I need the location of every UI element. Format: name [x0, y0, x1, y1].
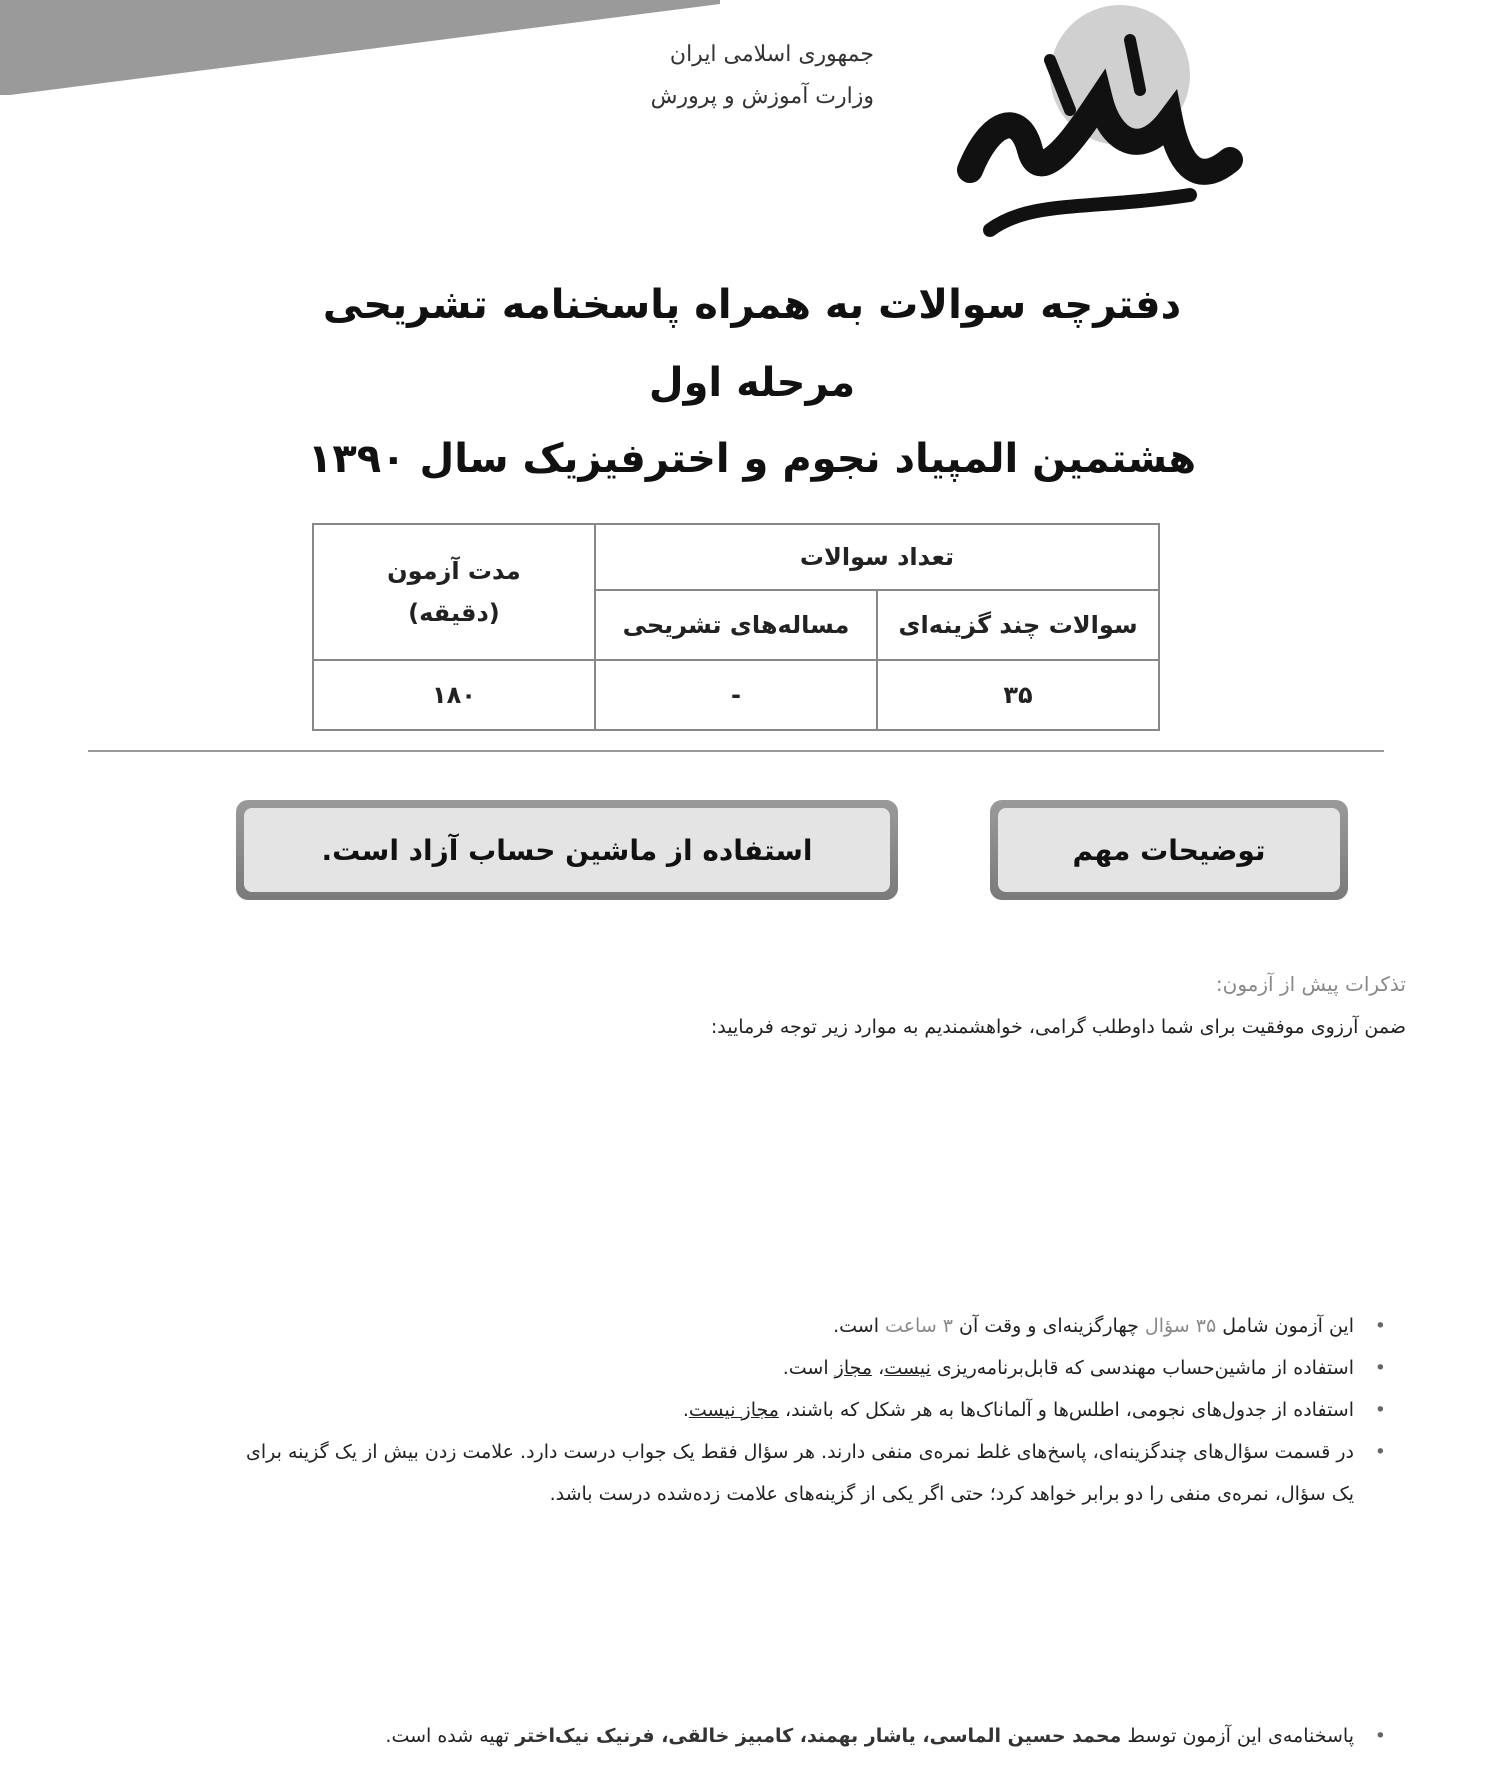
- rule-highlight: نیست: [884, 1357, 931, 1379]
- ministry-name: وزارت آموزش و پرورش: [650, 84, 874, 109]
- rule-text: چهارگزینه‌ای و وقت آن: [953, 1315, 1145, 1337]
- important-notes-box: [990, 800, 1348, 900]
- rule-highlight: ۳۵ سؤال: [1144, 1315, 1217, 1337]
- credit-text: تهیه شده است.: [385, 1725, 516, 1747]
- bullet-icon: •: [1374, 1725, 1386, 1747]
- rule-highlight: مجاز نیست: [688, 1399, 779, 1421]
- question-count-header: تعداد سوالات: [595, 524, 1159, 590]
- booklet-title: دفترچه سوالات به همراه پاسخنامه تشریحی: [322, 282, 1182, 328]
- duration-header: مدت آزمون: [387, 557, 521, 585]
- rule-text: این آزمون شامل: [1216, 1315, 1354, 1337]
- important-notes-label: توضیحات مهم: [998, 808, 1340, 892]
- republic-name: جمهوری اسلامی ایران: [669, 42, 874, 67]
- duration-unit: (دقیقه): [408, 599, 500, 627]
- bullet-icon: •: [1374, 1441, 1386, 1463]
- answers-credit: [385, 1725, 1386, 1747]
- rule-text: .: [682, 1399, 689, 1421]
- exam-info-table: [312, 523, 1160, 731]
- credit-text: پاسخنامه‌ی این آزمون توسط: [1121, 1725, 1354, 1747]
- list-item: [234, 1389, 1386, 1431]
- bullet-icon: •: [1374, 1357, 1386, 1379]
- mc-count: ۳۵: [877, 660, 1159, 730]
- list-item: [234, 1347, 1386, 1389]
- bullet-icon: •: [1374, 1399, 1386, 1421]
- olympiad-title: هشتمین المپیاد نجوم و اخترفیزیک سال ۱۳۹۰: [307, 436, 1197, 482]
- rule-text: در قسمت سؤال‌های چندگزینه‌ای، پاسخ‌های غلط نمره‌ی منفی دارند. هر سؤال فقط یک جواب درست دارد. علامت زدن بیش از یک گزینه برای یک سؤال، نمره‌ی منفی را دو برابر خواهد کرد؛ حتی اگر یکی از گزینه‌های علامت زده‌شده درست باشد.: [246, 1441, 1354, 1505]
- rules-list: [234, 1305, 1386, 1515]
- rule-text: است.: [833, 1315, 886, 1337]
- mc-header: سوالات چند گزینه‌ای: [877, 590, 1159, 660]
- logo-graphic: [930, 0, 1250, 255]
- rule-text: ،: [872, 1357, 885, 1379]
- rule-text: استفاده از ماشین‌حساب مهندسی که قابل‌برنامه‌ریزی: [930, 1357, 1354, 1379]
- duration-header-cell: [313, 524, 595, 660]
- section-divider: [88, 750, 1384, 752]
- essay-count: -: [595, 660, 877, 730]
- rule-highlight: مجاز: [834, 1357, 873, 1379]
- bullet-icon: •: [1374, 1315, 1386, 1337]
- list-item: [234, 1431, 1386, 1515]
- header-ministry-block: [651, 34, 874, 118]
- credit-authors: محمد حسین الماسی، یاشار بهمند، کامبیز خالقی، فرنیک نیک‌اختر: [515, 1725, 1122, 1747]
- calculator-note-label: استفاده از ماشین حساب آزاد است.: [244, 808, 890, 892]
- calligraphy-logo: [930, 0, 1250, 255]
- list-item: [234, 1305, 1386, 1347]
- calculator-note-box: [236, 800, 898, 900]
- notes-heading: تذکرات پیش از آزمون:: [1215, 972, 1406, 996]
- duration-value: ۱۸۰: [313, 660, 595, 730]
- header-banner: [0, 0, 720, 100]
- stage-title: مرحله اول: [648, 360, 856, 406]
- essay-header: مساله‌های تشریحی: [595, 590, 877, 660]
- notes-intro: ضمن آرزوی موفقیت برای شما داوطلب گرامی، خواهشمندیم به موارد زیر توجه فرمایید:: [710, 1016, 1406, 1038]
- rule-text: است.: [782, 1357, 835, 1379]
- rule-highlight: ۳ ساعت: [885, 1315, 954, 1337]
- rule-text: استفاده از جدول‌های نجومی، اطلس‌ها و آلماناک‌ها به هر شکل که باشند،: [778, 1399, 1354, 1421]
